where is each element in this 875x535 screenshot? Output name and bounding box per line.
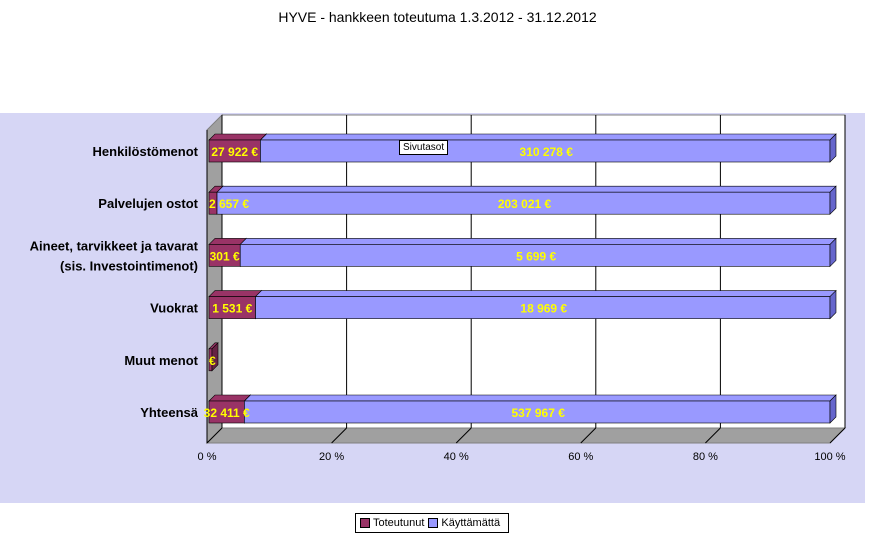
legend-swatch-kayttamatta — [428, 518, 438, 528]
tooltip: Sivutasot — [399, 140, 448, 155]
legend-item-kayttamatta — [428, 517, 500, 529]
bar-kayttamatta-top — [244, 395, 836, 401]
data-label-kayttamatta: 203 021 € — [497, 197, 552, 212]
legend-item-toteutunut — [360, 517, 424, 529]
x-tick-label: 80 % — [692, 451, 718, 463]
bar-toteutunut-top — [209, 134, 266, 140]
bar-kayttamatta-top — [256, 291, 836, 297]
data-label-kayttamatta: 18 969 € — [520, 301, 568, 316]
y-tick-label: Palvelujen ostot — [98, 196, 198, 212]
bar-toteutunut-top — [209, 291, 262, 297]
bar-kayttamatta-top — [240, 238, 836, 244]
y-tick-label: (sis. Investointimenot) — [60, 258, 198, 274]
data-label-kayttamatta: 537 967 € — [511, 406, 565, 420]
legend — [355, 513, 509, 533]
legend-swatch-toteutunut — [360, 518, 370, 528]
data-label-kayttamatta: 310 278 € — [519, 145, 573, 159]
data-label-toteutunut: 27 922 € — [211, 145, 259, 159]
x-tick-label: 100 % — [814, 451, 846, 463]
y-tick-label: Henkilöstömenot — [92, 144, 198, 159]
plot-side-wall — [207, 115, 222, 443]
data-label-kayttamatta: 5 699 € — [516, 249, 557, 264]
bar-toteutunut-top — [209, 395, 250, 401]
chart-title: HYVE - hankkeen toteutuma 1.3.2012 - 31.12.2012 — [278, 9, 597, 25]
data-label-toteutunut: 2 657 € — [209, 197, 250, 212]
bar-kayttamatta-top — [217, 186, 836, 192]
legend-label-toteutunut: Toteutunut — [373, 517, 425, 529]
x-tick-label: 0 % — [197, 451, 217, 463]
y-tick-label: Aineet, tarvikkeet ja tavarat — [29, 238, 198, 254]
y-tick-label: Vuokrat — [150, 300, 198, 316]
data-label-toteutunut: 32 411 € — [203, 406, 250, 420]
x-tick-label: 20 % — [319, 451, 345, 463]
data-label-toteutunut: € — [209, 353, 216, 368]
y-tick-label: Muut menot — [124, 352, 198, 368]
plot-floor — [207, 428, 845, 443]
y-tick-label: Yhteensä — [140, 405, 198, 420]
legend-label-kayttamatta: Käyttämättä — [441, 517, 501, 529]
bar-toteutunut-top — [209, 238, 246, 244]
data-label-toteutunut: 1 531 € — [212, 301, 253, 316]
data-label-toteutunut: 301 € — [209, 249, 240, 264]
x-tick-label: 60 % — [568, 451, 594, 463]
x-tick-label: 40 % — [443, 451, 469, 463]
bar-kayttamatta-top — [260, 134, 836, 140]
